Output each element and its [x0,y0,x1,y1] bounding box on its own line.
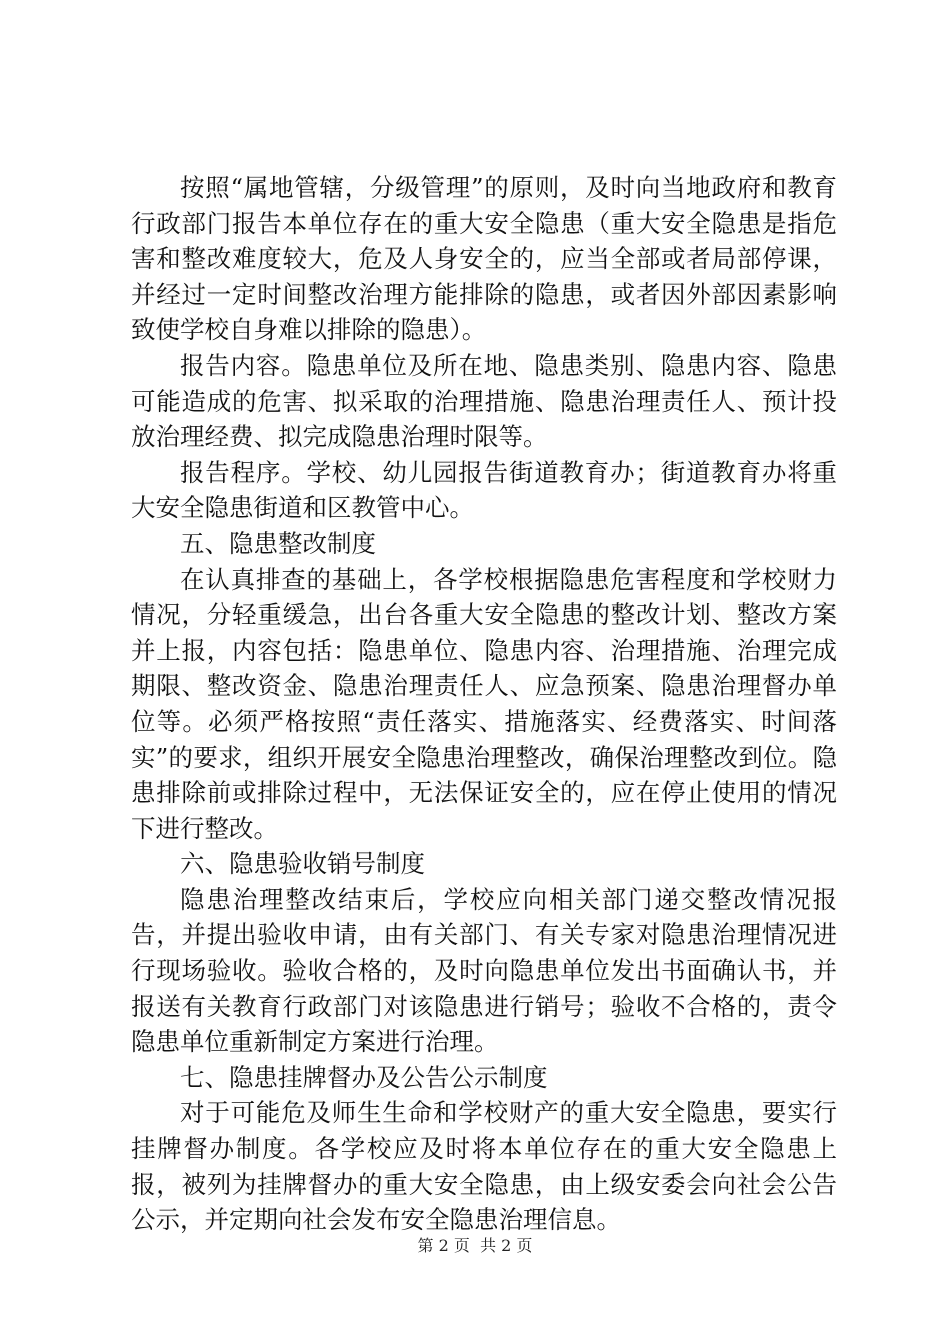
section-heading-supervision: 七、隐患挂牌督办及公告公示制度 [180,1062,548,1092]
paragraph-report-principle: 按照“属地管辖，分级管理”的原则，及时向当地政府和教育行政部门报告本单位存在的重大安全隐患（重大安全隐患是指危害和整改难度较大，危及人身安全的，应当全部或者局部停课，并经过一定时间整改治理方能排除的隐患，或者因外部因素影响致使学校自身难以排除的隐患）。 [131,173,837,345]
page-footer [0,1236,950,1256]
paragraph-rectification: 在认真排查的基础上，各学校根据隐患危害程度和学校财力情况，分轻重缓急，出台各重大安全隐患的整改计划、整改方案并上报，内容包括：隐患单位、隐患内容、治理措施、治理完成期限、整改资金、隐患治理责任人、应急预案、隐患治理督办单位等。必须严格按照“责任落实、措施落实、经费落实、时间落实”的要求，组织开展安全隐患治理整改，确保治理整改到位。隐患排除前或排除过程中，无法保证安全的，应在停止使用的情况下进行整改。 [131,564,837,843]
paragraph-report-content: 报告内容。隐患单位及所在地、隐患类别、隐患内容、隐患可能造成的危害、拟采取的治理措施、隐患治理责任人、预计投放治理经费、拟完成隐患治理时限等。 [131,350,837,452]
page-number-label: 第 2 页 共 2 页 [417,1236,533,1255]
paragraph-report-procedure: 报告程序。学校、幼儿园报告街道教育办；街道教育办将重大安全隐患街道和区教管中心。 [131,457,837,523]
document-body [131,170,837,1238]
section-heading-acceptance: 六、隐患验收销号制度 [180,849,425,879]
section-heading-rectification: 五、隐患整改制度 [180,528,376,558]
paragraph-supervision: 对于可能危及师生生命和学校财产的重大安全隐患，要实行挂牌督办制度。各学校应及时将本单位存在的重大安全隐患上报，被列为挂牌督办的重大安全隐患，由上级安委会向社会公告公示，并定期向社会发布安全隐患治理信息。 [131,1098,837,1235]
paragraph-acceptance: 隐患治理整改结束后，学校应向相关部门递交整改情况报告，并提出验收申请，由有关部门、有关专家对隐患治理情况进行现场验收。验收合格的，及时向隐患单位发出书面确认书，并报送有关教育行政部门对该隐患进行销号；验收不合格的，责令隐患单位重新制定方案进行治理。 [131,884,837,1057]
